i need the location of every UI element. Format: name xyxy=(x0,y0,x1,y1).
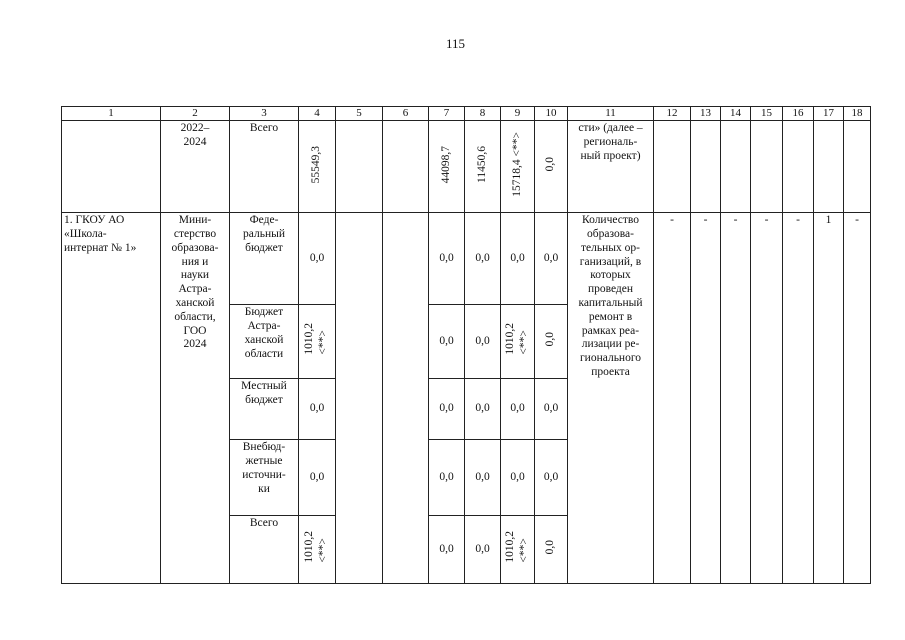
cell-source: Внебюд- жетные источни- ки xyxy=(230,440,299,516)
cell-c9: 1010,2 <**> xyxy=(501,305,535,379)
header-cell-15: 15 xyxy=(751,107,783,121)
cell-c14: - xyxy=(721,213,751,584)
header-cell-4: 4 xyxy=(299,107,336,121)
cell-empty xyxy=(721,121,751,213)
cell-empty xyxy=(654,121,691,213)
header-cell-7: 7 xyxy=(429,107,465,121)
cell-c9: 0,0 xyxy=(501,213,535,305)
cell-c9: 15718,4 <**> xyxy=(501,121,535,213)
cell-c10: 0,0 xyxy=(535,213,568,305)
cell-c8: 0,0 xyxy=(465,305,501,379)
cell-c12: - xyxy=(654,213,691,584)
cell-empty xyxy=(844,121,871,213)
cell-c10: 0,0 xyxy=(535,121,568,213)
cell-c17: 1 xyxy=(814,213,844,584)
cell-empty xyxy=(62,121,161,213)
cell-source: Местный бюджет xyxy=(230,379,299,440)
cell-empty xyxy=(336,213,383,584)
header-cell-18: 18 xyxy=(844,107,871,121)
cell-c8: 11450,6 xyxy=(465,121,501,213)
header-cell-14: 14 xyxy=(721,107,751,121)
cell-c7: 0,0 xyxy=(429,516,465,584)
cell-source: Феде- ральный бюджет xyxy=(230,213,299,305)
cell-empty xyxy=(383,213,429,584)
cell-source: Всего xyxy=(230,516,299,584)
cell-empty xyxy=(783,121,814,213)
header-cell-6: 6 xyxy=(383,107,429,121)
cell-object-name: 1. ГКОУ АО «Школа- интернат № 1» xyxy=(62,213,161,584)
cell-indicator: Количество образова- тельных ор- ганизаций, в которых проведен капитальный ремонт в рамках реа- лизации ре- гионального проекта xyxy=(568,213,654,584)
cell-c18: - xyxy=(844,213,871,584)
cell-c16: - xyxy=(783,213,814,584)
cell-c4: 1010,2 <**> xyxy=(299,305,336,379)
cell-c4: 0,0 xyxy=(299,213,336,305)
cell-c15: - xyxy=(751,213,783,584)
cell-c10: 0,0 xyxy=(535,516,568,584)
cell-c10: 0,0 xyxy=(535,440,568,516)
cell-c4: 1010,2 <**> xyxy=(299,516,336,584)
cell-c4: 0,0 xyxy=(299,440,336,516)
cell-c13: - xyxy=(691,213,721,584)
cell-period: 2022– 2024 xyxy=(161,121,230,213)
header-cell-3: 3 xyxy=(230,107,299,121)
cell-c10: 0,0 xyxy=(535,305,568,379)
cell-c7: 0,0 xyxy=(429,305,465,379)
cell-empty xyxy=(691,121,721,213)
page-number: 115 xyxy=(446,36,466,51)
cell-c11: сти» (далее – региональ- ный проект) xyxy=(568,121,654,213)
cell-c9: 1010,2 <**> xyxy=(501,516,535,584)
cell-empty xyxy=(383,121,429,213)
cell-c4: 55549,3 xyxy=(299,121,336,213)
cell-empty xyxy=(751,121,783,213)
cell-c10: 0,0 xyxy=(535,379,568,440)
cell-c8: 0,0 xyxy=(465,516,501,584)
cell-c7: 0,0 xyxy=(429,379,465,440)
cell-empty xyxy=(814,121,844,213)
header-cell-11: 11 xyxy=(568,107,654,121)
cell-executor: Мини- стерство образова- ния и науки Астра- ханской области, ГОО 2024 xyxy=(161,213,230,584)
cell-c9: 0,0 xyxy=(501,379,535,440)
cell-empty xyxy=(336,121,383,213)
header-cell-5: 5 xyxy=(336,107,383,121)
table-row xyxy=(62,121,871,213)
header-cell-1: 1 xyxy=(62,107,161,121)
cell-c4: 0,0 xyxy=(299,379,336,440)
cell-c8: 0,0 xyxy=(465,440,501,516)
table-row xyxy=(62,213,871,305)
header-cell-16: 16 xyxy=(783,107,814,121)
cell-source: Бюджет Астра- ханской области xyxy=(230,305,299,379)
cell-c8: 0,0 xyxy=(465,379,501,440)
cell-c7: 0,0 xyxy=(429,440,465,516)
header-cell-9: 9 xyxy=(501,107,535,121)
cell-c8: 0,0 xyxy=(465,213,501,305)
header-cell-13: 13 xyxy=(691,107,721,121)
header-cell-17: 17 xyxy=(814,107,844,121)
cell-c7: 0,0 xyxy=(429,213,465,305)
cell-c9: 0,0 xyxy=(501,440,535,516)
header-cell-12: 12 xyxy=(654,107,691,121)
header-cell-8: 8 xyxy=(465,107,501,121)
cell-source: Всего xyxy=(230,121,299,213)
cell-c7: 44098,7 xyxy=(429,121,465,213)
program-table xyxy=(61,106,871,584)
header-row xyxy=(62,107,871,121)
header-cell-2: 2 xyxy=(161,107,230,121)
header-cell-10: 10 xyxy=(535,107,568,121)
